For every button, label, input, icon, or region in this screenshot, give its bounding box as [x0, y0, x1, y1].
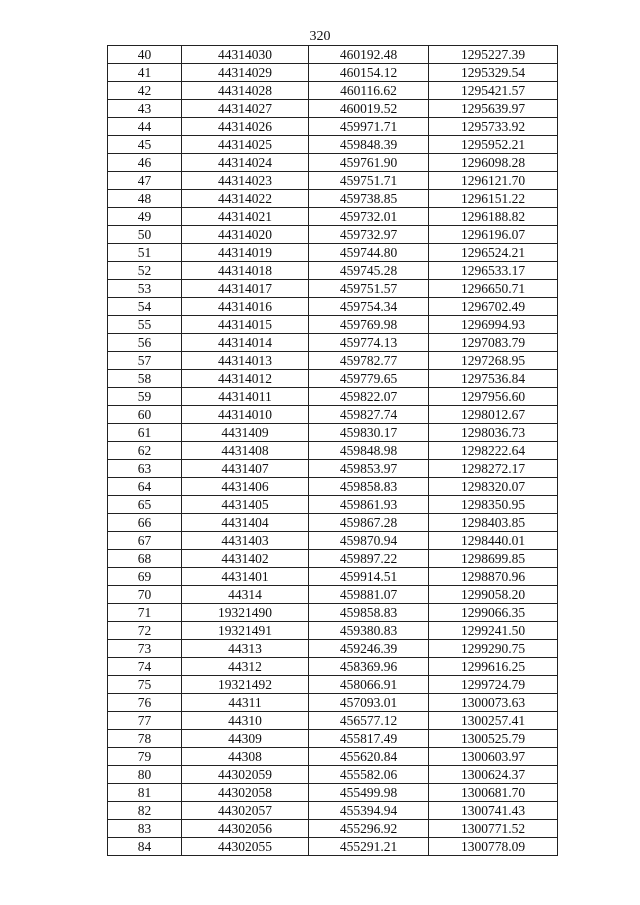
table-row	[108, 154, 558, 172]
point-id-cell: 44314025	[182, 136, 309, 154]
table-row	[108, 838, 558, 856]
point-id-cell: 44314018	[182, 262, 309, 280]
table-row	[108, 730, 558, 748]
x-coordinate-cell: 459870.94	[309, 532, 429, 550]
x-coordinate-cell: 460116.62	[309, 82, 429, 100]
x-coordinate-cell: 459858.83	[309, 478, 429, 496]
point-id-cell: 44314016	[182, 298, 309, 316]
table-row	[108, 640, 558, 658]
point-id-cell: 44314019	[182, 244, 309, 262]
row-index-cell: 80	[108, 766, 182, 784]
y-coordinate-cell: 1297268.95	[429, 352, 558, 370]
x-coordinate-cell: 455620.84	[309, 748, 429, 766]
table-row	[108, 460, 558, 478]
y-coordinate-cell: 1299058.20	[429, 586, 558, 604]
y-coordinate-cell: 1295227.39	[429, 46, 558, 64]
point-id-cell: 4431408	[182, 442, 309, 460]
point-id-cell: 44312	[182, 658, 309, 676]
row-index-cell: 76	[108, 694, 182, 712]
x-coordinate-cell: 460154.12	[309, 64, 429, 82]
y-coordinate-cell: 1295329.54	[429, 64, 558, 82]
y-coordinate-cell: 1300525.79	[429, 730, 558, 748]
y-coordinate-cell: 1298403.85	[429, 514, 558, 532]
point-id-cell: 44302058	[182, 784, 309, 802]
row-index-cell: 84	[108, 838, 182, 856]
y-coordinate-cell: 1300778.09	[429, 838, 558, 856]
table-row	[108, 100, 558, 118]
table-row	[108, 352, 558, 370]
table-row	[108, 442, 558, 460]
point-id-cell: 44308	[182, 748, 309, 766]
point-id-cell: 44314028	[182, 82, 309, 100]
point-id-cell: 4431401	[182, 568, 309, 586]
y-coordinate-cell: 1299616.25	[429, 658, 558, 676]
table-row	[108, 784, 558, 802]
point-id-cell: 44314013	[182, 352, 309, 370]
table-row	[108, 622, 558, 640]
row-index-cell: 45	[108, 136, 182, 154]
row-index-cell: 79	[108, 748, 182, 766]
row-index-cell: 41	[108, 64, 182, 82]
table-row	[108, 424, 558, 442]
row-index-cell: 77	[108, 712, 182, 730]
x-coordinate-cell: 459914.51	[309, 568, 429, 586]
y-coordinate-cell: 1297083.79	[429, 334, 558, 352]
table-row	[108, 604, 558, 622]
x-coordinate-cell: 459848.98	[309, 442, 429, 460]
point-id-cell: 44314010	[182, 406, 309, 424]
table-row	[108, 478, 558, 496]
point-id-cell: 44302059	[182, 766, 309, 784]
row-index-cell: 62	[108, 442, 182, 460]
x-coordinate-cell: 459738.85	[309, 190, 429, 208]
y-coordinate-cell: 1295639.97	[429, 100, 558, 118]
table-row	[108, 244, 558, 262]
table-row	[108, 136, 558, 154]
row-index-cell: 59	[108, 388, 182, 406]
point-id-cell: 44314024	[182, 154, 309, 172]
y-coordinate-cell: 1298272.17	[429, 460, 558, 478]
y-coordinate-cell: 1296533.17	[429, 262, 558, 280]
y-coordinate-cell: 1296524.21	[429, 244, 558, 262]
x-coordinate-cell: 458369.96	[309, 658, 429, 676]
x-coordinate-cell: 456577.12	[309, 712, 429, 730]
point-id-cell: 44302055	[182, 838, 309, 856]
y-coordinate-cell: 1300681.70	[429, 784, 558, 802]
table-row	[108, 316, 558, 334]
y-coordinate-cell: 1295733.92	[429, 118, 558, 136]
table-row	[108, 496, 558, 514]
table-row	[108, 226, 558, 244]
x-coordinate-cell: 459754.34	[309, 298, 429, 316]
y-coordinate-cell: 1298350.95	[429, 496, 558, 514]
row-index-cell: 40	[108, 46, 182, 64]
row-index-cell: 63	[108, 460, 182, 478]
row-index-cell: 64	[108, 478, 182, 496]
row-index-cell: 71	[108, 604, 182, 622]
table-row	[108, 46, 558, 64]
y-coordinate-cell: 1298870.96	[429, 568, 558, 586]
x-coordinate-cell: 459822.07	[309, 388, 429, 406]
x-coordinate-cell: 459380.83	[309, 622, 429, 640]
row-index-cell: 72	[108, 622, 182, 640]
row-index-cell: 58	[108, 370, 182, 388]
table-row	[108, 568, 558, 586]
x-coordinate-cell: 459782.77	[309, 352, 429, 370]
point-id-cell: 4431403	[182, 532, 309, 550]
x-coordinate-cell: 459745.28	[309, 262, 429, 280]
page-number: 320	[309, 29, 331, 44]
point-id-cell: 44314030	[182, 46, 309, 64]
y-coordinate-cell: 1299724.79	[429, 676, 558, 694]
table-row	[108, 262, 558, 280]
x-coordinate-cell: 459853.97	[309, 460, 429, 478]
row-index-cell: 68	[108, 550, 182, 568]
y-coordinate-cell: 1295421.57	[429, 82, 558, 100]
row-index-cell: 51	[108, 244, 182, 262]
point-id-cell: 4431409	[182, 424, 309, 442]
x-coordinate-cell: 459761.90	[309, 154, 429, 172]
point-id-cell: 4431405	[182, 496, 309, 514]
row-index-cell: 67	[108, 532, 182, 550]
row-index-cell: 74	[108, 658, 182, 676]
point-id-cell: 19321492	[182, 676, 309, 694]
table-body	[108, 46, 558, 856]
y-coordinate-cell: 1299241.50	[429, 622, 558, 640]
point-id-cell: 4431406	[182, 478, 309, 496]
table-row	[108, 388, 558, 406]
x-coordinate-cell: 459827.74	[309, 406, 429, 424]
point-id-cell: 44314011	[182, 388, 309, 406]
point-id-cell: 44314023	[182, 172, 309, 190]
y-coordinate-cell: 1299066.35	[429, 604, 558, 622]
x-coordinate-cell: 459246.39	[309, 640, 429, 658]
x-coordinate-cell: 455291.21	[309, 838, 429, 856]
point-id-cell: 44311	[182, 694, 309, 712]
point-id-cell: 44313	[182, 640, 309, 658]
y-coordinate-cell: 1300624.37	[429, 766, 558, 784]
x-coordinate-cell: 459971.71	[309, 118, 429, 136]
row-index-cell: 46	[108, 154, 182, 172]
point-id-cell: 44314021	[182, 208, 309, 226]
x-coordinate-cell: 459769.98	[309, 316, 429, 334]
x-coordinate-cell: 459751.57	[309, 280, 429, 298]
point-id-cell: 44302057	[182, 802, 309, 820]
y-coordinate-cell: 1298320.07	[429, 478, 558, 496]
y-coordinate-cell: 1298699.85	[429, 550, 558, 568]
row-index-cell: 60	[108, 406, 182, 424]
point-id-cell: 44314	[182, 586, 309, 604]
y-coordinate-cell: 1296151.22	[429, 190, 558, 208]
x-coordinate-cell: 459858.83	[309, 604, 429, 622]
y-coordinate-cell: 1298222.64	[429, 442, 558, 460]
point-id-cell: 44310	[182, 712, 309, 730]
point-id-cell: 44302056	[182, 820, 309, 838]
point-id-cell: 44314027	[182, 100, 309, 118]
x-coordinate-cell: 459774.13	[309, 334, 429, 352]
x-coordinate-cell: 459732.01	[309, 208, 429, 226]
table-row	[108, 694, 558, 712]
y-coordinate-cell: 1296196.07	[429, 226, 558, 244]
table-row	[108, 676, 558, 694]
point-id-cell: 44314017	[182, 280, 309, 298]
x-coordinate-cell: 459861.93	[309, 496, 429, 514]
row-index-cell: 49	[108, 208, 182, 226]
table-row	[108, 334, 558, 352]
point-id-cell: 44314014	[182, 334, 309, 352]
y-coordinate-cell: 1300741.43	[429, 802, 558, 820]
x-coordinate-cell: 459744.80	[309, 244, 429, 262]
row-index-cell: 54	[108, 298, 182, 316]
row-index-cell: 43	[108, 100, 182, 118]
y-coordinate-cell: 1297956.60	[429, 388, 558, 406]
table-row	[108, 712, 558, 730]
y-coordinate-cell: 1296121.70	[429, 172, 558, 190]
point-id-cell: 4431402	[182, 550, 309, 568]
x-coordinate-cell: 459881.07	[309, 586, 429, 604]
y-coordinate-cell: 1296650.71	[429, 280, 558, 298]
table-row	[108, 748, 558, 766]
row-index-cell: 81	[108, 784, 182, 802]
row-index-cell: 56	[108, 334, 182, 352]
table-row	[108, 280, 558, 298]
x-coordinate-cell: 459867.28	[309, 514, 429, 532]
y-coordinate-cell: 1296188.82	[429, 208, 558, 226]
y-coordinate-cell: 1299290.75	[429, 640, 558, 658]
row-index-cell: 47	[108, 172, 182, 190]
y-coordinate-cell: 1298012.67	[429, 406, 558, 424]
y-coordinate-cell: 1297536.84	[429, 370, 558, 388]
x-coordinate-cell: 455394.94	[309, 802, 429, 820]
row-index-cell: 65	[108, 496, 182, 514]
table-row	[108, 208, 558, 226]
point-id-cell: 19321490	[182, 604, 309, 622]
table-row	[108, 370, 558, 388]
point-id-cell: 4431404	[182, 514, 309, 532]
row-index-cell: 66	[108, 514, 182, 532]
row-index-cell: 70	[108, 586, 182, 604]
y-coordinate-cell: 1298440.01	[429, 532, 558, 550]
table-row	[108, 532, 558, 550]
table-row	[108, 118, 558, 136]
x-coordinate-cell: 459779.65	[309, 370, 429, 388]
table-row	[108, 82, 558, 100]
x-coordinate-cell: 457093.01	[309, 694, 429, 712]
point-id-cell: 44314026	[182, 118, 309, 136]
row-index-cell: 44	[108, 118, 182, 136]
table-row	[108, 820, 558, 838]
row-index-cell: 50	[108, 226, 182, 244]
row-index-cell: 53	[108, 280, 182, 298]
row-index-cell: 83	[108, 820, 182, 838]
x-coordinate-cell: 459830.17	[309, 424, 429, 442]
y-coordinate-cell: 1298036.73	[429, 424, 558, 442]
x-coordinate-cell: 459751.71	[309, 172, 429, 190]
table-row	[108, 298, 558, 316]
y-coordinate-cell: 1300073.63	[429, 694, 558, 712]
table-row	[108, 586, 558, 604]
point-id-cell: 44314029	[182, 64, 309, 82]
point-id-cell: 44309	[182, 730, 309, 748]
x-coordinate-cell: 459848.39	[309, 136, 429, 154]
x-coordinate-cell: 458066.91	[309, 676, 429, 694]
table-row	[108, 172, 558, 190]
point-id-cell: 44314022	[182, 190, 309, 208]
row-index-cell: 57	[108, 352, 182, 370]
row-index-cell: 61	[108, 424, 182, 442]
coordinates-table	[107, 45, 558, 856]
point-id-cell: 44314012	[182, 370, 309, 388]
x-coordinate-cell: 455499.98	[309, 784, 429, 802]
x-coordinate-cell: 459897.22	[309, 550, 429, 568]
y-coordinate-cell: 1296994.93	[429, 316, 558, 334]
table-row	[108, 766, 558, 784]
point-id-cell: 19321491	[182, 622, 309, 640]
row-index-cell: 69	[108, 568, 182, 586]
y-coordinate-cell: 1296098.28	[429, 154, 558, 172]
x-coordinate-cell: 460019.52	[309, 100, 429, 118]
row-index-cell: 55	[108, 316, 182, 334]
y-coordinate-cell: 1300603.97	[429, 748, 558, 766]
table-row	[108, 550, 558, 568]
y-coordinate-cell: 1300257.41	[429, 712, 558, 730]
row-index-cell: 82	[108, 802, 182, 820]
table-row	[108, 190, 558, 208]
x-coordinate-cell: 459732.97	[309, 226, 429, 244]
y-coordinate-cell: 1300771.52	[429, 820, 558, 838]
x-coordinate-cell: 455296.92	[309, 820, 429, 838]
point-id-cell: 44314015	[182, 316, 309, 334]
x-coordinate-cell: 455817.49	[309, 730, 429, 748]
point-id-cell: 44314020	[182, 226, 309, 244]
table-row	[108, 64, 558, 82]
row-index-cell: 73	[108, 640, 182, 658]
x-coordinate-cell: 460192.48	[309, 46, 429, 64]
table-row	[108, 802, 558, 820]
row-index-cell: 42	[108, 82, 182, 100]
row-index-cell: 78	[108, 730, 182, 748]
y-coordinate-cell: 1296702.49	[429, 298, 558, 316]
table-row	[108, 514, 558, 532]
x-coordinate-cell: 455582.06	[309, 766, 429, 784]
table-row	[108, 406, 558, 424]
y-coordinate-cell: 1295952.21	[429, 136, 558, 154]
table-row	[108, 658, 558, 676]
row-index-cell: 52	[108, 262, 182, 280]
row-index-cell: 75	[108, 676, 182, 694]
point-id-cell: 4431407	[182, 460, 309, 478]
row-index-cell: 48	[108, 190, 182, 208]
